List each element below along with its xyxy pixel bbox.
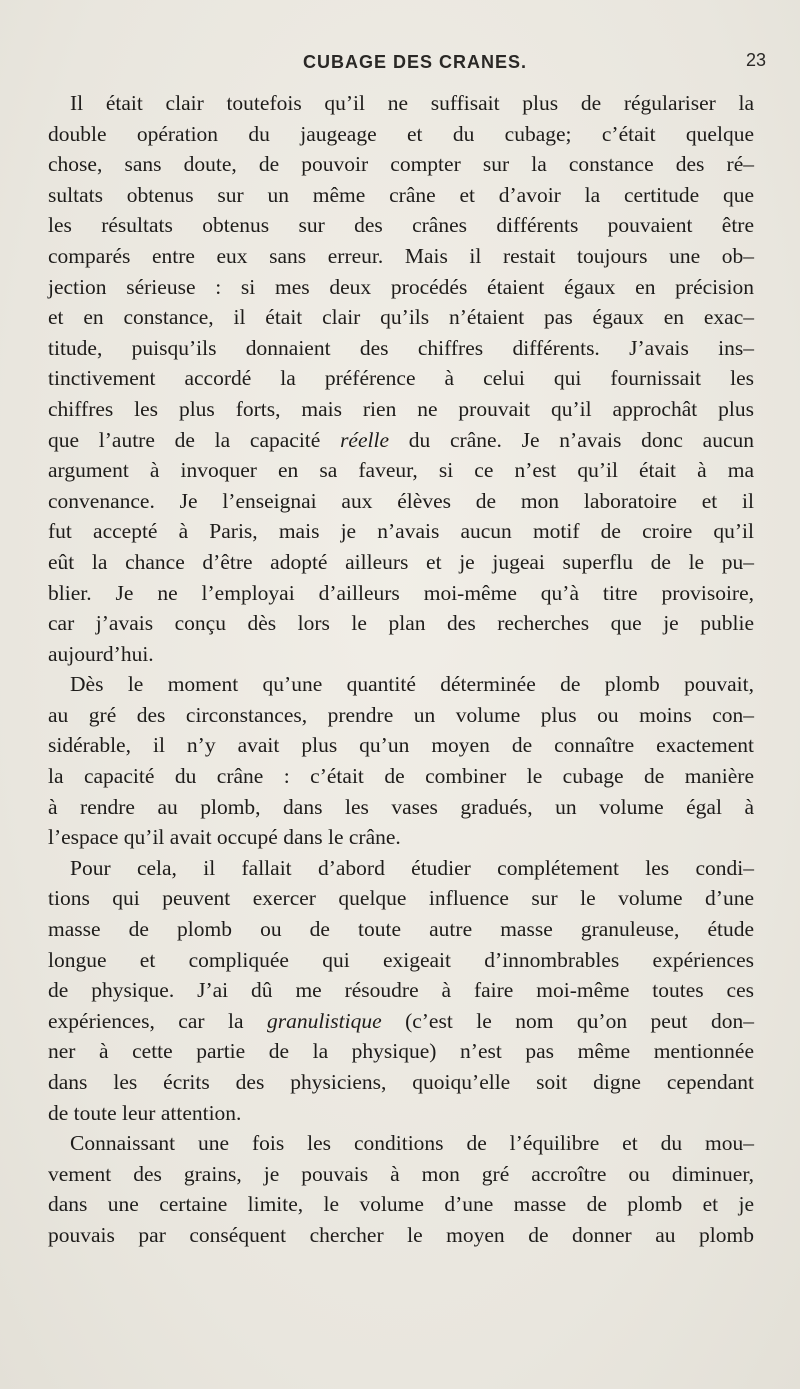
page-number: 23 — [746, 50, 767, 70]
text-line — [48, 547, 754, 578]
text-line — [48, 149, 754, 180]
text-segment: la capacité du crâne : c’était de combiner le cubage de manière — [48, 764, 754, 789]
text-line — [48, 425, 754, 456]
text-line — [48, 302, 754, 333]
text-line — [48, 333, 754, 364]
text-segment: pouvais par conséquent chercher le moyen de donner au plomb — [48, 1222, 754, 1247]
text-segment: Pour cela, il fallait d’abord étudier complétement les condi– — [70, 855, 754, 880]
text-segment: jection sérieuse : si mes deux procédés étaient égaux en précision — [48, 274, 754, 299]
text-segment: chose, sans doute, de pouvoir compter sur la constance des ré– — [48, 152, 754, 177]
text-line — [48, 1159, 754, 1190]
text-segment: ner à cette partie de la physique) n’est pas même mentionnée — [48, 1039, 754, 1064]
text-segment: au gré des circonstances, prendre un volume plus ou moins con– — [48, 702, 754, 727]
text-line — [48, 945, 754, 976]
text-line — [48, 1189, 754, 1220]
text-line — [48, 486, 754, 517]
text-line — [48, 88, 754, 119]
text-line — [48, 914, 754, 945]
text-segment: chiffres les plus forts, mais rien ne prouvait qu’il approchât plus — [48, 396, 754, 421]
text-segment: que l’autre de la capacité — [48, 427, 341, 452]
text-segment: expériences, car la — [48, 1008, 267, 1033]
text-line — [48, 975, 754, 1006]
text-line — [48, 1098, 754, 1129]
text-segment: sultats obtenus sur un même crâne et d’avoir la certitude que — [48, 182, 754, 207]
text-segment: de toute leur attention. — [48, 1100, 242, 1125]
text-segment: vement des grains, je pouvais à mon gré accroître ou diminuer, — [48, 1161, 754, 1186]
text-segment: du crâne. Je n’avais donc aucun — [389, 427, 754, 452]
text-segment: masse de plomb ou de toute autre masse granuleuse, étude — [48, 917, 754, 942]
text-line — [48, 1067, 754, 1098]
text-line — [48, 241, 754, 272]
text-segment: l’espace qu’il avait occupé dans le crâne. — [48, 825, 401, 850]
text-line — [48, 822, 754, 853]
text-line — [48, 730, 754, 761]
text-segment: Dès le moment qu’une quantité déterminée de plomb pouvait, — [70, 672, 754, 697]
text-segment: dans les écrits des physiciens, quoiqu’elle soit digne cependant — [48, 1070, 754, 1094]
text-line — [48, 363, 754, 394]
text-line — [48, 883, 754, 914]
text-line — [48, 1128, 754, 1159]
running-title: CUBAGE DES CRANES. — [302, 52, 528, 72]
text-segment: tinctivement accordé la préférence à celui qui fournissait les — [48, 366, 754, 391]
text-line — [48, 700, 754, 731]
text-segment: aujourd’hui. — [48, 641, 154, 666]
text-line — [48, 578, 754, 609]
text-segment: de physique. J’ai dû me résoudre à faire moi-même toutes ces — [48, 978, 754, 1003]
text-line — [48, 180, 754, 211]
text-segment: sidérable, il n’y avait plus qu’un moyen de connaître exactement — [48, 733, 754, 758]
body-text — [48, 88, 754, 1251]
text-line — [48, 853, 754, 884]
text-segment: dans une certaine limite, le volume d’une masse de plomb et je — [48, 1192, 754, 1217]
text-line — [48, 516, 754, 547]
text-segment: convenance. Je l’enseignai aux élèves de mon laboratoire et il — [48, 488, 754, 513]
text-segment: longue et compliquée qui exigeait d’innombrables expériences — [48, 947, 754, 972]
italic-term: granulistique — [266, 1008, 382, 1033]
text-segment: Il était clair toutefois qu’il ne suffisait plus de régulariser la — [70, 91, 754, 115]
text-line — [48, 639, 754, 670]
text-segment: car j’avais conçu dès lors le plan des recherches que je publie — [48, 611, 754, 636]
text-line — [48, 1036, 754, 1067]
text-segment: eût la chance d’être adopté ailleurs et je jugeai superflu de le pu– — [48, 549, 754, 574]
italic-term: réelle — [340, 427, 390, 452]
text-segment: (c’est le nom qu’on peut don– — [381, 1008, 754, 1033]
text-segment: double opération du jaugeage et du cubage; c’était quelque — [48, 121, 754, 146]
text-segment: blier. Je ne l’employai d’ailleurs moi-même qu’à titre provisoire, — [48, 580, 754, 605]
text-segment: à rendre au plomb, dans les vases gradués, un volume égal à — [48, 794, 754, 819]
text-line — [48, 394, 754, 425]
text-segment: tions qui peuvent exercer quelque influence sur le volume d’une — [48, 886, 754, 911]
text-line — [48, 272, 754, 303]
text-line — [48, 1220, 754, 1251]
text-line — [48, 669, 754, 700]
text-segment: Connaissant une fois les conditions de l’équilibre et du mou– — [70, 1131, 754, 1156]
text-line — [48, 608, 754, 639]
text-line — [48, 761, 754, 792]
text-segment: titude, puisqu’ils donnaient des chiffres différents. J’avais ins– — [48, 335, 754, 360]
text-segment: argument à invoquer en sa faveur, si ce n’est qu’il était à ma — [48, 458, 754, 483]
text-segment: fut accepté à Paris, mais je n’avais aucun motif de croire qu’il — [48, 519, 754, 544]
text-segment: comparés entre eux sans erreur. Mais il restait toujours une ob– — [48, 243, 754, 268]
text-segment: les résultats obtenus sur des crânes différents pouvaient être — [48, 213, 754, 238]
text-line — [48, 792, 754, 823]
text-line — [48, 119, 754, 150]
text-line — [48, 1006, 754, 1037]
text-line — [48, 210, 754, 241]
text-line — [48, 455, 754, 486]
text-segment: et en constance, il était clair qu’ils n’étaient pas égaux en exac– — [48, 305, 754, 330]
